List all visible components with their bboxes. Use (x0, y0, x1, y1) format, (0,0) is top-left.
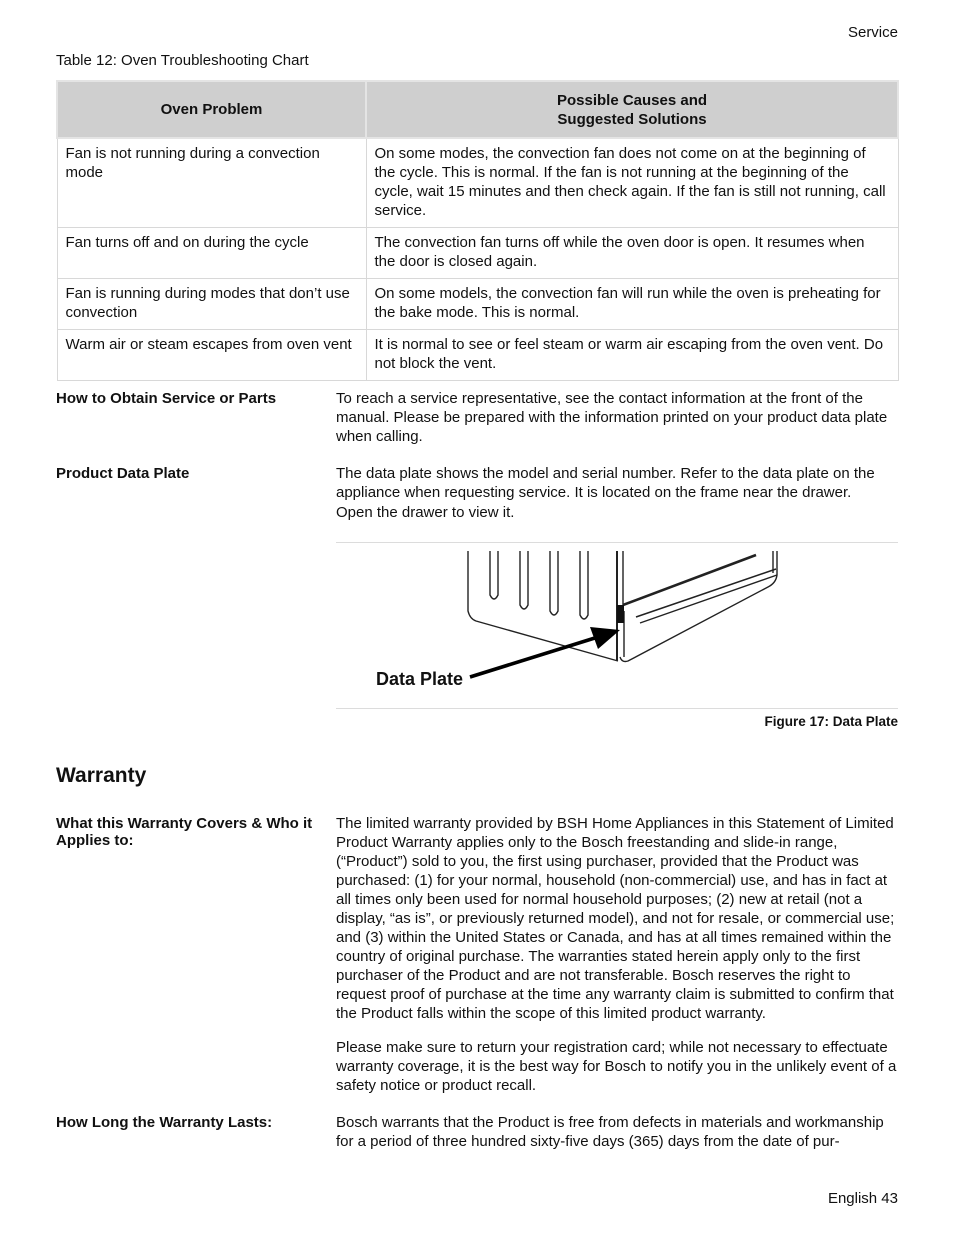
problem-cell: Fan is running during modes that don’t use convection (57, 279, 366, 330)
warranty-registration-text: Please make sure to return your registration card; while not necessary to effectuate warranty coverage, it is the best way for Bosch to notify you in the unlikely event of a safety notice or product recall. (336, 1039, 897, 1094)
data-plate-text: The data plate shows the model and serial number. Refer to the data plate on the appliance when requesting service. It is located on the frame near the drawer. (336, 465, 875, 501)
table-row (57, 228, 898, 279)
column-header-solutions (366, 81, 898, 138)
column-header-solutions-line2: Suggested Solutions (557, 110, 707, 128)
problem-cell: Warm air or steam escapes from oven vent (57, 330, 366, 381)
solution-cell: The convection fan turns off while the oven door is open. It resumes when the door is closed again. (366, 228, 898, 279)
figure-top-rule (336, 542, 898, 543)
problem-cell: Fan is not running during a convection mode (57, 138, 366, 228)
column-header-solutions-line1: Possible Causes and (556, 91, 708, 109)
table-row (57, 138, 898, 228)
table-header-row (57, 81, 898, 138)
figure-caption: Figure 17: Data Plate (764, 714, 898, 729)
solution-cell: On some models, the convection fan will run while the oven is preheating for the bake mode. This is normal. (366, 279, 898, 330)
data-plate-text-2: Open the drawer to view it. (336, 504, 515, 521)
column-header-problem: Oven Problem (57, 81, 366, 138)
table-row (57, 330, 898, 381)
figure-bottom-rule (336, 708, 898, 709)
page-footer: English 43 (827, 1190, 898, 1207)
service-text: To reach a service representative, see the contact information at the front of the manual. Please be prepared with the information printed on your product data plate when calling. (336, 390, 888, 445)
solution-cell: It is normal to see or feel steam or warm air escaping from the oven vent. Do not block the vent. (366, 330, 898, 381)
solution-cell: On some modes, the convection fan does not come on at the beginning of the cycle. This is normal. If the fan is not running at the beginning of the cycle, wait 15 minutes and then check again. If the fan is still not running, call service. (366, 138, 898, 228)
problem-cell: Fan turns off and on during the cycle (57, 228, 366, 279)
warranty-duration-heading: How Long the Warranty Lasts: (56, 1114, 273, 1131)
service-heading: How to Obtain Service or Parts (56, 390, 277, 407)
running-header: Service (847, 24, 898, 41)
data-plate-heading: Product Data Plate (56, 465, 190, 482)
troubleshooting-table (56, 80, 899, 381)
warranty-covers-text: The limited warranty provided by BSH Home Appliances in this Statement of Limited Product Warranty applies only to the Bosch freestanding and slide-in range, (“Product”) sold to you, the first using purchaser, provided that the Product was purchased: (1) for your normal, household (non-commercial) use, and has in fact at all times only been used for normal household purposes; (2) new at retail (not a display, “as is”, or previously returned model), and not for resale, or commercial use; and (3) within the United States or Canada, and has at all times remained within the country of original purchase. The warranties stated herein apply only to the first purchaser of the Product and are not transferable. Bosch reserves the right to request proof of purchase at the time any warranty claim is submitted to confirm that the Product falls within the scope of this limited product warranty. (336, 815, 895, 1022)
table-caption: Table 12: Oven Troubleshooting Chart (56, 52, 309, 69)
warranty-title: Warranty (56, 764, 147, 787)
warranty-duration-text: Bosch warrants that the Product is free from defects in materials and workmanship for a period of three hundred sixty-five days (365) days from the date of pur- (336, 1114, 884, 1150)
table-row (57, 279, 898, 330)
warranty-covers-heading: What this Warranty Covers & Who it Applies to: (56, 815, 313, 849)
figure-label: Data Plate (376, 669, 464, 689)
